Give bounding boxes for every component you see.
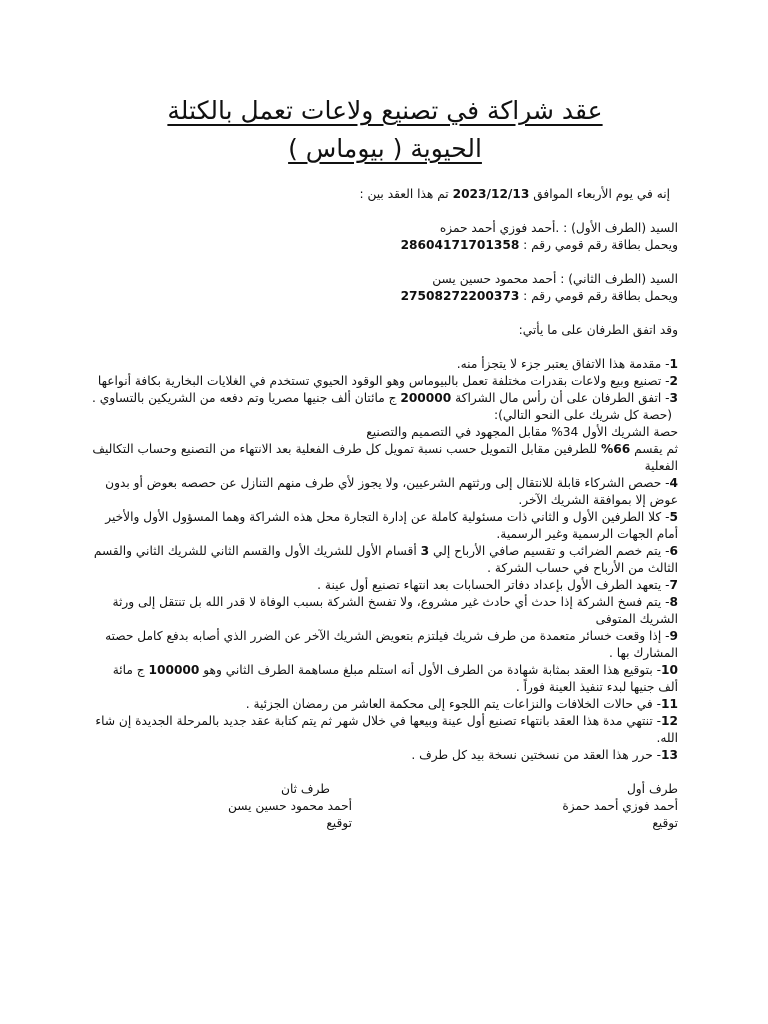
clause-13 — [92, 747, 678, 764]
clause-6-parts: 3 — [420, 544, 430, 558]
clause-8 — [92, 594, 678, 628]
title-line-1: عقد شراكة في تصنيع ولاعات تعمل بالكتلة — [167, 96, 603, 125]
clause-7-text: - يتعهد الطرف الأول بإعداد دفاتر الحسابات بعد انتهاء تصنيع أول عينة . — [317, 578, 670, 592]
first-party-signature-block — [378, 781, 678, 832]
second-party-name: أحمد محمود حسين يسن — [227, 799, 352, 813]
contract-date: 2023/12/13 — [452, 187, 530, 201]
party1-line: السيد (الطرف الأول) : .أحمد فوزي أحمد حمزه — [439, 221, 678, 235]
clause-9-text: - إذا وقعت خسائر متعمدة من طرف شريك فيلتزم بتعويض الشريك الآخر عن الضرر الذي أصابه بدفع كامل حصته المشارك بها . — [105, 629, 678, 660]
clause-5-text: - كلا الطرفين الأول و الثاني ذات مسئولية كاملة عن إدارة التجارة محل هذه الشراكة وهما المسؤول الأول والأخير أمام الجهات الرسمية وغير الرسمية. — [105, 510, 678, 541]
second-party-signature-block — [92, 781, 352, 832]
clause-4 — [92, 475, 678, 509]
clause-2-text: - تصنيع وبيع ولاعات بقدرات مختلفة تعمل بالبيوماس وهو الوقود الحيوي تستخدم في الغلايات البخارية بكافة أنواعها — [97, 374, 670, 388]
clause-7-number: 7 — [669, 578, 678, 592]
clause-9-number: 9 — [669, 629, 678, 643]
title-line-2: الحيوية ( بيوماس ) — [288, 134, 482, 163]
party1-id-line — [92, 237, 678, 254]
clause-1-number: 1 — [669, 357, 678, 371]
clause-11-text: - في حالات الخلافات والنزاعات يتم اللجوء إلى محكمة العاشر من رمضان الجزئية . — [245, 697, 662, 711]
contribution-amount: 100000 — [148, 663, 200, 677]
party2-id-value: 27508272200373 — [400, 289, 520, 303]
clause-4-text: - حصص الشركاء قابلة للانتقال إلى ورثتهم الشرعيين، ولا يجوز لأي طرف منهم التنازل عن حصصه بعوض أو بدون عوض إلا بموافقة الشريك الآخر. — [105, 476, 678, 507]
capital-amount: 200000 — [400, 391, 452, 405]
clause-3-text-b: ج مائتان ألف جنيها مصريا وتم دفعه من الشريكين بالتساوي . — [92, 391, 401, 405]
share-first-partner: حصة الشريك الأول 34% مقابل المجهود في التصميم والتصنيع — [366, 425, 678, 439]
clause-7 — [92, 577, 678, 594]
clause-3 — [92, 390, 678, 407]
party2-id-label: ويحمل بطاقة رقم قومي رقم : — [519, 289, 678, 303]
clause-6-number: 6 — [669, 544, 678, 558]
share-funding-text-b: للطرفين مقابل التمويل حسب نسبة تمويل كل طرف الفعلية بعد الانتهاء من التصنيع وحساب التكاليف الفعلية — [92, 442, 678, 473]
clause-13-number: 13 — [661, 748, 678, 762]
contract-body — [92, 186, 678, 764]
intro-after: تم هذا العقد بين : — [359, 187, 453, 201]
first-party-sign: توقيع — [652, 816, 678, 830]
share-funding-text-a: ثم يقسم — [630, 442, 678, 456]
clause-10-text-a: - بتوقيع هذا العقد بمثابة شهادة من الطرف الأول أنه استلم مبلغ مساهمة الطرف الثاني وهو — [199, 663, 662, 677]
intro-line — [92, 186, 678, 203]
clause-9 — [92, 628, 678, 662]
agreed-line: وقد اتفق الطرفان على ما يأتي: — [518, 323, 678, 337]
clause-12-text: - تنتهي مدة هذا العقد بانتهاء تصنيع أول عينة وبيعها في خلال شهر ثم يتم كتابة عقد جديد بالمرحلة الجديدة إن شاء الله. — [95, 714, 678, 745]
clause-3-number: 3 — [669, 391, 678, 405]
clause-13-text: - حرر هذا العقد من نسختين نسخة بيد كل طرف . — [411, 748, 662, 762]
clause-1-text: - مقدمة هذا الاتفاق يعتبر جزء لا يتجزأ منه. — [456, 357, 670, 371]
clause-6 — [92, 543, 678, 577]
party1-id-label: ويحمل بطاقة رقم قومي رقم : — [519, 238, 678, 252]
party2-id-line — [92, 288, 678, 305]
clause-2-number: 2 — [669, 374, 678, 388]
clause-10-text-b: ج مائة ألف جنيها لبدء تنفيذ العينة فوراً . — [112, 663, 678, 694]
clause-8-text: - يتم فسخ الشركة إذا حدث أي حادث غير مشروع، ولا تفسخ الشركة بسبب الوفاة لا قدر الله بل تنتقل إلى ورثة الشريك المتوفى — [112, 595, 678, 626]
share-title: (حصة كل شريك على النحو التالي): — [493, 408, 672, 422]
signatures — [92, 781, 678, 832]
clause-5-number: 5 — [669, 510, 678, 524]
clause-8-number: 8 — [669, 595, 678, 609]
first-party-label: طرف أول — [626, 782, 678, 796]
clause-6-text-b: أقسام الأول للشريك الأول والقسم الثاني للشريك الثاني والقسم الثالث من الأرباح في حساب الشركة . — [93, 544, 678, 575]
clause-6-text-a: - يتم خصم الضرائب و تقسيم صافي الأرباح إلي — [429, 544, 670, 558]
clause-11-number: 11 — [661, 697, 678, 711]
clause-3-text-a: - اتفق الطرفان على أن رأس مال الشراكة — [451, 391, 670, 405]
clause-1 — [92, 356, 678, 373]
party2-line: السيد (الطرف الثاني) : أحمد محمود حسين يسن — [432, 272, 678, 286]
clause-10-number: 10 — [661, 663, 678, 677]
clause-12 — [92, 713, 678, 747]
clause-10 — [92, 662, 678, 696]
clause-11 — [92, 696, 678, 713]
clause-4-number: 4 — [669, 476, 678, 490]
clause-12-number: 12 — [661, 714, 678, 728]
second-party-sign: توقيع — [326, 816, 352, 830]
contract-page — [92, 92, 678, 832]
second-party-label: طرف ثان — [281, 782, 330, 796]
party1-id-value: 28604171701358 — [400, 238, 520, 252]
contract-title — [92, 92, 678, 168]
intro-before: إنه في يوم الأربعاء الموافق — [529, 187, 670, 201]
clause-2 — [92, 373, 678, 390]
clause-5 — [92, 509, 678, 543]
first-party-name: أحمد فوزي أحمد حمزة — [562, 799, 678, 813]
share-funding — [92, 441, 678, 475]
share-funding-percent: 66% — [601, 442, 631, 456]
